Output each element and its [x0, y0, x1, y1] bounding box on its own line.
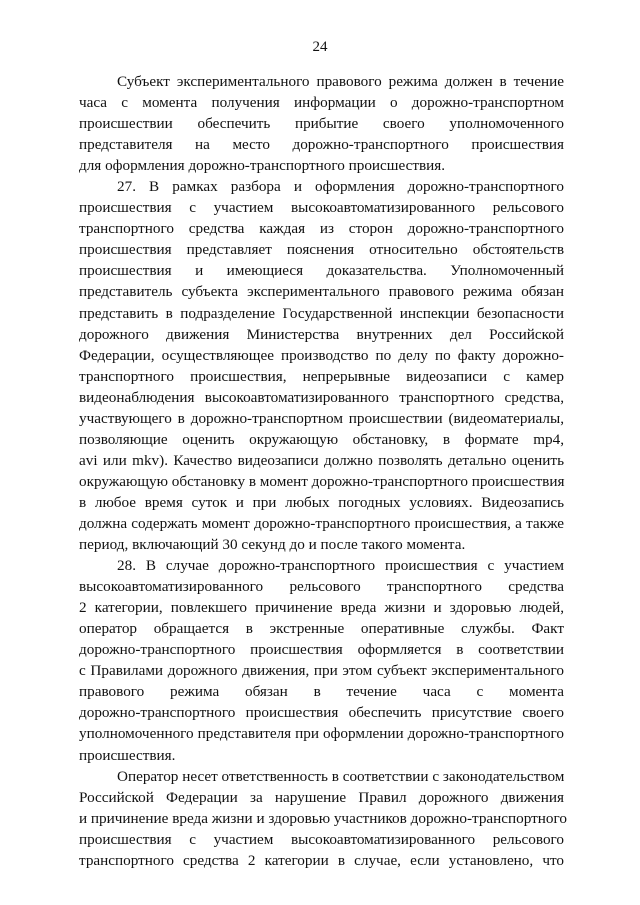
text-line: транспортного происшествия, непрерывные видеозаписи с камер: [79, 367, 564, 385]
text-line: 28. В случае дорожно-транспортного происшествия с участием: [117, 557, 564, 575]
text-line: происшествия представляет пояснения относительно обстоятельств: [79, 241, 564, 259]
text-line: позволяющие оценить окружающую обстановку, в формате mp4,: [79, 430, 564, 448]
text-line: представитель субъекта экспериментального правового режима обязан: [79, 283, 564, 301]
text-line: дорожно-транспортного происшествия оформляется в соответствии: [79, 641, 564, 659]
text-line: видеонаблюдения высокоавтоматизированного транспортного средства,: [79, 388, 564, 406]
text-line: транспортного средства 2 категории в случае, если установлено, что: [79, 851, 564, 869]
text-line: оператор обращается в экстренные оперативные службы. Факт: [79, 620, 564, 638]
text-line: уполномоченного представителя при оформлении дорожно-транспортного: [79, 725, 564, 743]
text-line: должна содержать момент дорожно-транспортного происшествия, а также: [79, 514, 564, 532]
text-line: Российской Федерации за нарушение Правил дорожного движения: [79, 788, 564, 806]
text-line: происшествия и имеющиеся доказательства. Уполномоченный: [79, 262, 564, 280]
text-line: дорожно-транспортного происшествия обеспечить присутствие своего: [79, 704, 564, 722]
text-line: с Правилами дорожного движения, при этом субъект экспериментального: [79, 662, 564, 680]
page-number: 24: [312, 39, 328, 55]
text-line: происшествия с участием высокоавтоматизированного рельсового: [79, 830, 564, 848]
text-line: происшествия с участием высокоавтоматизированного рельсового: [79, 199, 564, 217]
paragraph-operator-duty: [79, 71, 564, 176]
text-line: правового режима обязан в течение часа с момента: [79, 683, 564, 701]
text-line: 27. В рамках разбора и оформления дорожно-транспортного: [117, 178, 564, 196]
text-line: Оператор несет ответственность в соответствии с законодательством: [117, 767, 565, 785]
text-line: транспортного средства каждая из сторон дорожно-транспортного: [79, 220, 564, 238]
document-body: [79, 71, 567, 871]
text-line: представителя на место дорожно-транспортного происшествия: [79, 136, 564, 154]
text-line: Федерации, осуществляющее производство по делу по факту дорожно-: [79, 346, 564, 364]
text-line: Субъект экспериментального правового режима должен в течение: [117, 73, 564, 90]
text-line: представить в подразделение Государственной инспекции безопасности: [79, 304, 564, 322]
text-line: и причинение вреда жизни и здоровью участников дорожно-транспортного: [79, 809, 567, 827]
text-line: участвующего в дорожно-транспортном происшествии (видеоматериалы,: [79, 409, 564, 427]
text-line: происшествия.: [79, 746, 176, 764]
text-line: период, включающий 30 секунд до и после такого момента.: [79, 536, 466, 554]
text-line: 2 категории, повлекшего причинение вреда жизни и здоровью людей,: [79, 599, 564, 617]
text-line: в любое время суток и при любых погодных условиях. Видеозапись: [79, 493, 564, 511]
paragraph-27: [79, 176, 564, 555]
text-line: часа с момента получения информации о дорожно-транспортном: [79, 94, 564, 112]
text-line: высокоавтоматизированного рельсового транспортного средства: [79, 578, 564, 596]
text-line: окружающую обстановку в момент дорожно-транспортного происшествия: [79, 472, 565, 490]
text-line: дорожного движения Министерства внутренних дел Российской: [79, 325, 564, 343]
text-line: avi или mkv). Качество видеозаписи должно позволять детально оценить: [79, 451, 564, 469]
paragraph-operator-liability: [79, 766, 567, 871]
text-line: происшествии обеспечить прибытие своего уполномоченного: [79, 115, 564, 133]
paragraph-28: [79, 555, 564, 765]
text-line: для оформления дорожно-транспортного происшествия.: [79, 157, 446, 175]
